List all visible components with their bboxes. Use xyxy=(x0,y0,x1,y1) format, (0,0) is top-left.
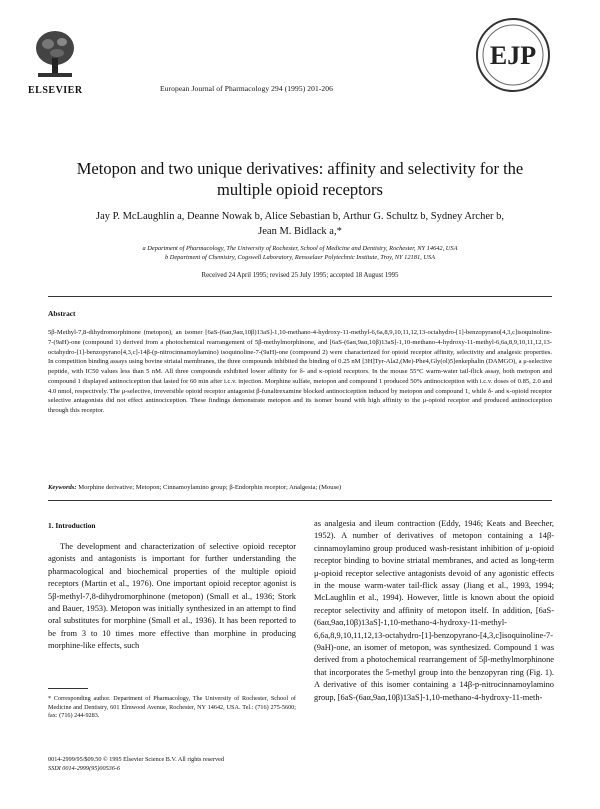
intro-right-column xyxy=(314,518,554,704)
abstract-text: 5β-Methyl-7,8-dihydromorphinone (metopon), an isomer [6aS-(6aα,9aα,10β)13aS]-1,10-methano-4-hydroxy-11-methyl-6,6a,8,9,10,11,12,13-octahydro-[1]-benzopyrano[4,3,c]isoquinoline-7-(9aH)-one (compound 1) derived from a photochemical rearrangement of 5β-methylmorphinone, and [6aS-(6aα,9aα,10β)13aS]-1,10-methano-4-hydroxy-11-methyl-6,6a,8,9,10,11,12,13-octahydro-[1]-benzopyrano[4,3,c]-14β-(p-nitrocinnamoylamino) isoquinoline-7-(9aH)-one (compound 2) were characterized for opioid receptor affinity, selectivity and analgesic properties. In competition binding assays using bovine striatal membranes, the three compounds inhibited the binding of 0.25 nM [3H]Tyr-Ala2,(Me)-Phe4,Gly(ol)5]enkephalin (DAMGO), a μ-selective peptide, with IC50 values less than 5 nM. All three compounds exhibited lower affinity for δ- and κ-opioid receptors. In the mouse 55°C warm-water tail-flick assay, both metopon and compound 1 displayed antinociception that lasted for 60 min after i.c.v. injection. Morphine sulfate, metopon and compound 1 produced 50% antinociception with i.c.v. doses of 0.85, 2.0 and 4.0 nmol, respectively. The μ-selective, irreversible opioid receptor antagonist β-funaltrexamine blocked antinociception induced by metopon and compound 1, while δ- and κ-opioid receptor selective antagonists did not effect antinociception. These findings demonstrate metopon and its isomer bound with high affinity to the μ-opioid receptor and produced antinociception through this receptor. xyxy=(48,329,552,414)
journal-citation: European Journal of Pharmacology 294 (1995) 201-206 xyxy=(160,84,333,93)
publisher-name: ELSEVIER xyxy=(28,85,83,96)
affiliation-a: a Department of Pharmacology, The University of Rochester, School of Medicine and Dentistry, Rochester, NY 14642, USA xyxy=(142,245,458,252)
received-dates: Received 24 April 1995; revised 25 July 1995; accepted 18 August 1995 xyxy=(201,272,399,279)
authors-line-2: Jean M. Bidlack a,* xyxy=(258,226,342,237)
abstract-heading: Abstract xyxy=(48,309,76,318)
footnote-rule xyxy=(48,688,88,689)
elsevier-tree-logo xyxy=(32,28,78,80)
title-line-2: multiple opioid receptors xyxy=(217,180,383,199)
copyright-info xyxy=(48,756,348,773)
affiliation-b: b Department of Chemistry, Cogswell Laboratory, Rensselaer Polytechnic Institute, Troy, NY 12181, USA xyxy=(164,254,436,261)
section-heading-introduction: 1. Introduction xyxy=(48,521,96,530)
intro-left-column xyxy=(48,541,296,653)
journal-logo-text: EJP xyxy=(489,41,537,70)
divider-top xyxy=(48,296,552,297)
keywords-list: Morphine derivative; Metopon; Cinnamoylamino group; β-Endorphin receptor; Analgesia; (Mouse) xyxy=(78,484,342,491)
copyright-line-1: 0014-2999/95/$09.50 © 1995 Elsevier Science B.V. All rights reserved xyxy=(48,756,224,763)
intro-paragraph-left: The development and characterization of selective opioid receptor agonists and antagonists is important for further understanding the pharmacological and biochemical properties of the multiple opioid receptors (Martin et al., 1976). One important opioid receptor agonist is 5β-methyl-7,8-dihydromorphinone (metopon) (Small et al., 1936; Stork and Bauer, 1953). Metopon was initially synthesized in an attempt to find oral substitutes for morphine (Small et al., 1936). It has been reported to be from 3 to 10 times more effective than morphine in producing morphine-like effects, such xyxy=(48,542,296,651)
intro-paragraph-right: as analgesia and ileum contraction (Eddy, 1946; Keats and Beecher, 1952). A number of derivatives of metopon containing a 14β-cinnamoylamino group produced wash-resistant inhibition of μ-opioid receptor binding to bovine striatal membranes, and acted as long-term μ-opioid receptor selective antagonists devoid of any agonistic effects in the mouse warm-water tail-flick assay (Jiang et al., 1993, 1994; McLaughlin et al., 1994). However, little is known about the opioid receptor selectivity and affinity of metopon itself. In addition, [6aS-(6aα,9aα,10β)13aS]-1,10-methano-4-hydroxy-11-methyl-6,6a,8,9,10,11,12,13-octahydro-[1]-benzopyrano-[4,3,c]isoquinoline-7-(9aH)-one, an isomer of metopon, was synthesized. Compound 1 was derived from a photochemical rearrangement of 5β-methylmorphinone that incorporates the 5-methyl group into the benzopyran ring (Fig. 1). A derivative of this isomer containing a 14β-p-nitrocinnamoylamino group, [6aS-(6aα,9aα,10β)13aS]-1,10-methano-4-hydroxy-11-meth- xyxy=(314,519,554,702)
keywords xyxy=(48,484,552,491)
title-line-1: Metopon and two unique derivatives: affinity and selectivity for the xyxy=(76,159,524,178)
authors-line-1: Jay P. McLaughlin a, Deanne Nowak b, Alice Sebastian b, Arthur G. Schultz b, Sydney Archer b, xyxy=(96,211,504,222)
article-title xyxy=(40,158,560,200)
copyright-line-2: SSDI 0014-2999(95)00536-6 xyxy=(48,764,121,772)
corresponding-author-footnote: * Corresponding author. Department of Pharmacology, The University of Rochester, School of Medicine and Dentistry, 601 Elmwood Avenue, Rochester, NY 14642, USA. Tel.: (716) 275-5600; fax: (716) 244-9283. xyxy=(48,695,296,720)
divider-bottom xyxy=(48,500,552,501)
author-list xyxy=(40,209,560,239)
keywords-label: Keywords: xyxy=(48,484,77,491)
affiliations xyxy=(60,244,540,262)
journal-logo xyxy=(474,16,552,94)
